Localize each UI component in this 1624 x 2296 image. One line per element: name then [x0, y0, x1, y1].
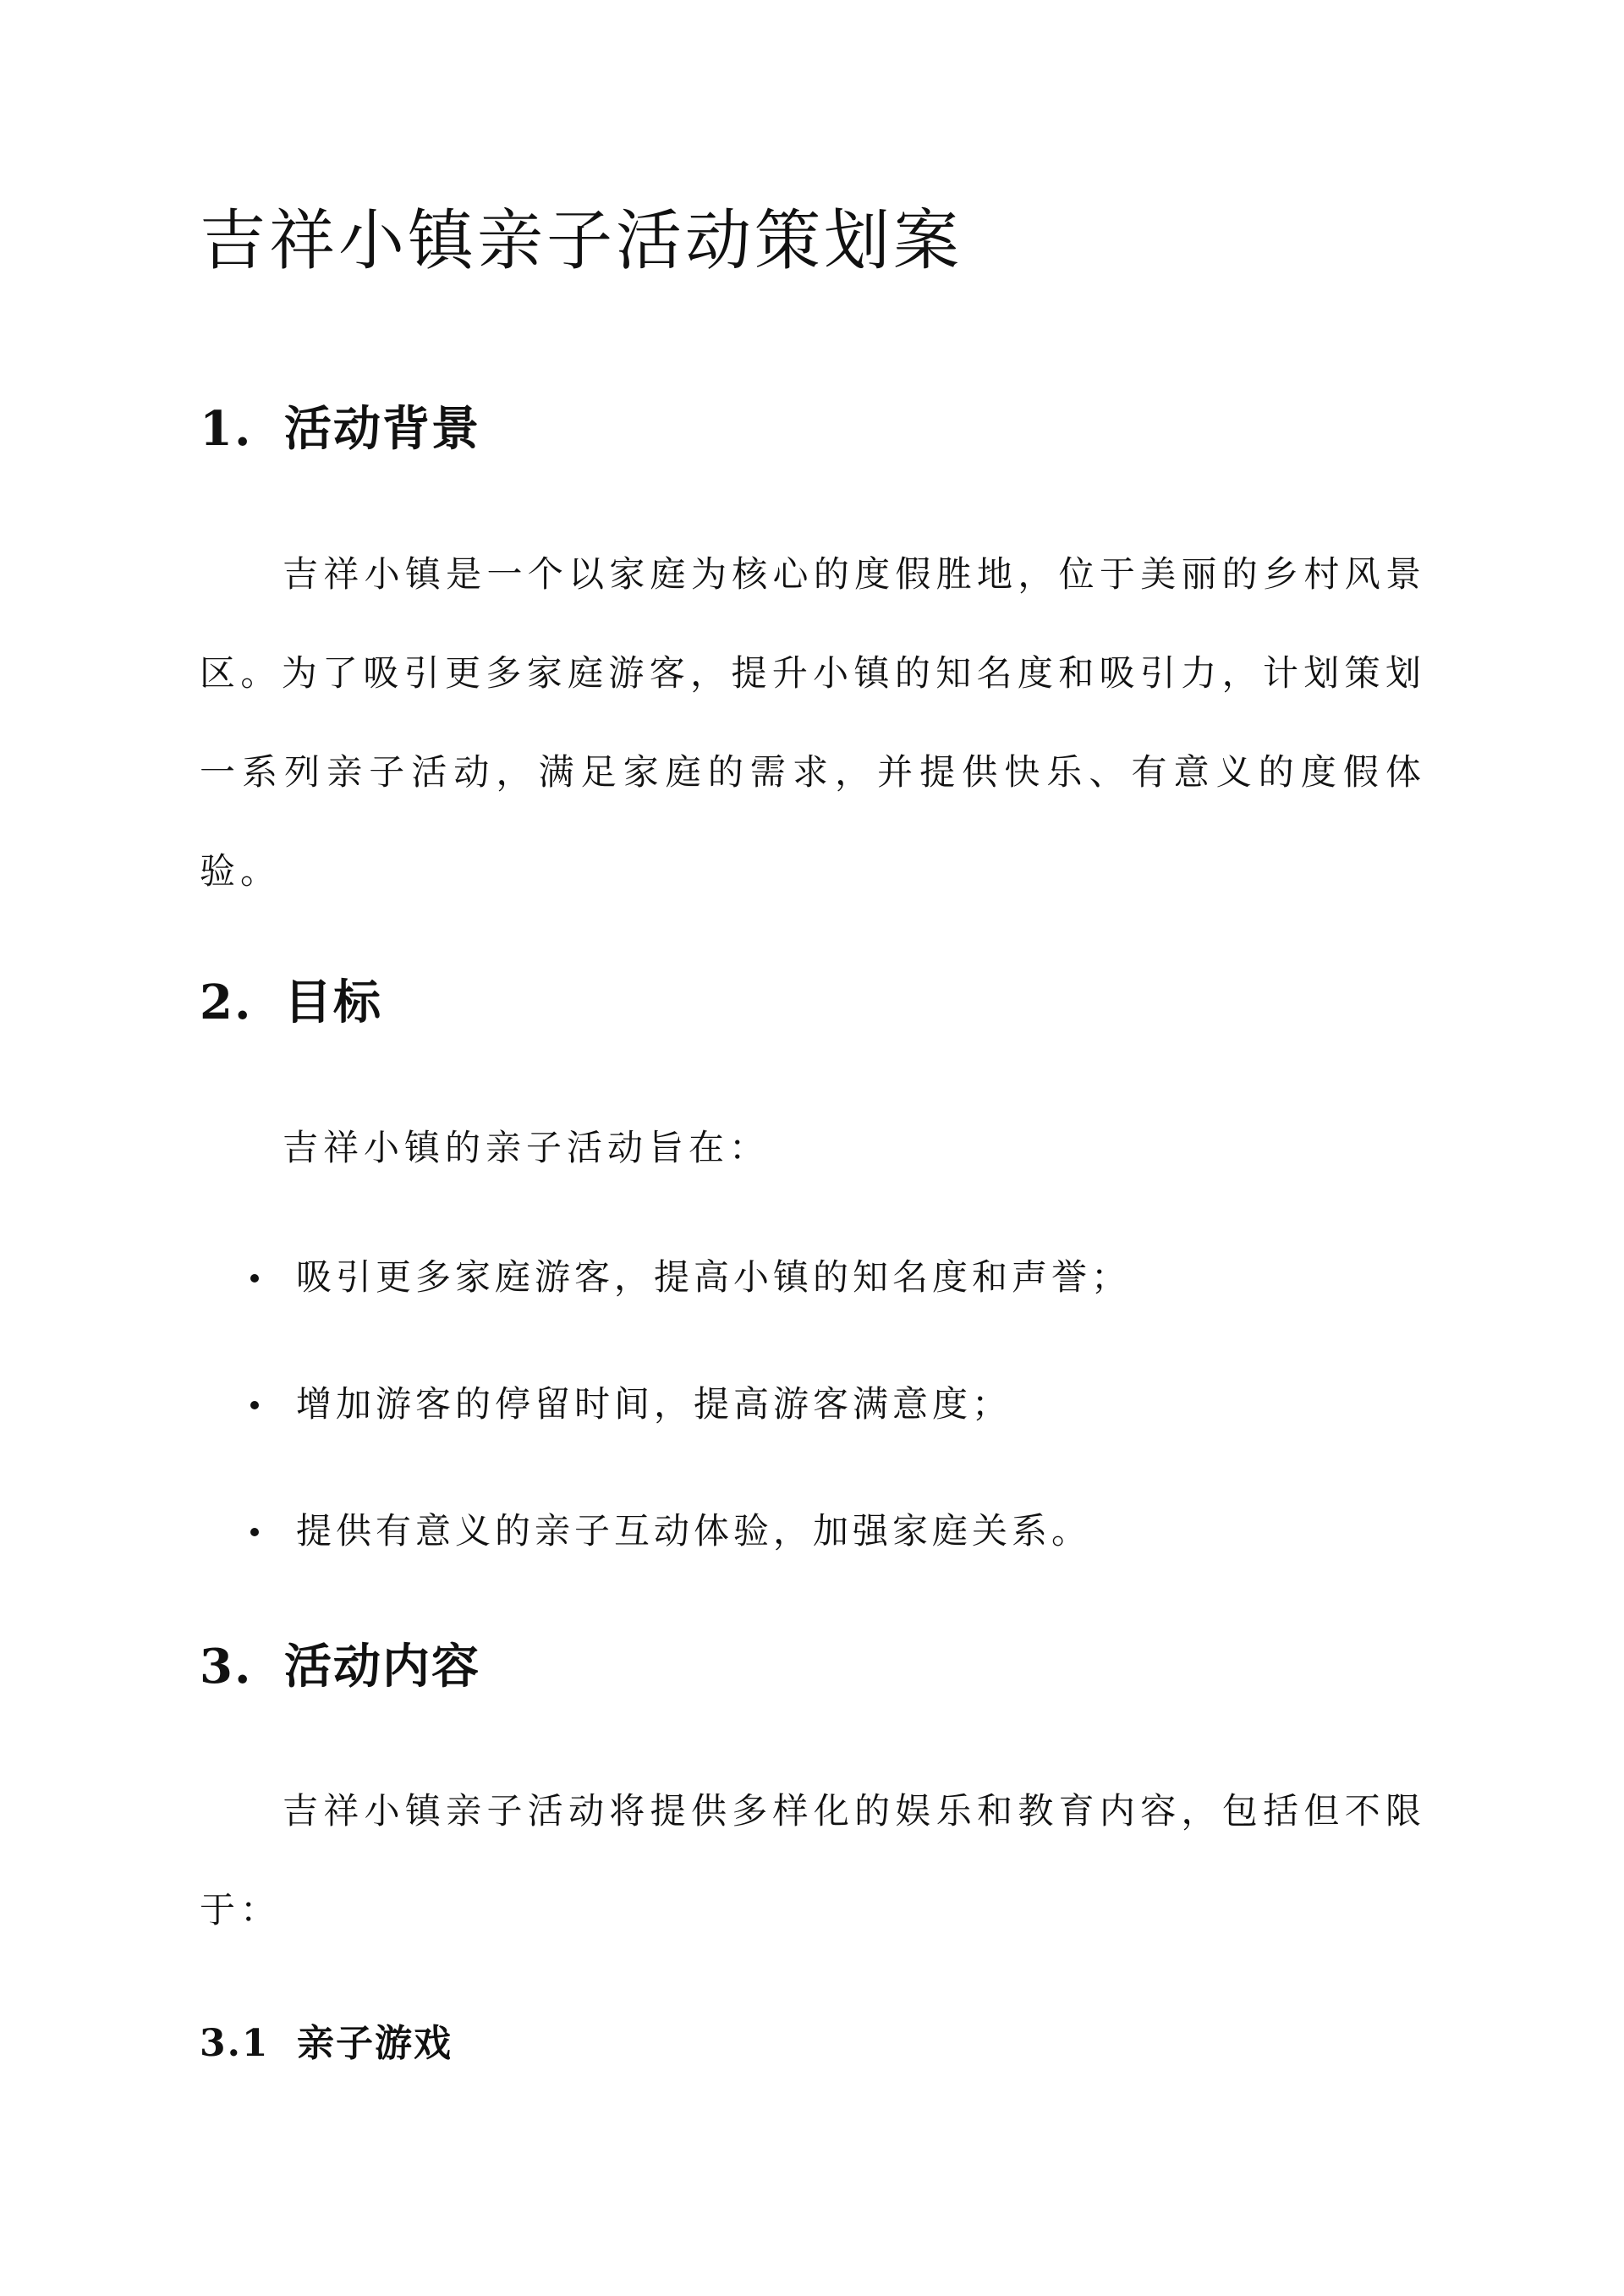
list-item: [200, 1508, 1426, 1634]
list-item-text: 提供有意义的亲子互动体验，加强家庭关系。: [296, 1510, 1092, 1552]
section-title: 目标: [284, 975, 382, 1030]
section-title: 活动内容: [284, 1639, 480, 1695]
list-item: [200, 1381, 1426, 1508]
section-number: 3.: [200, 1639, 253, 1695]
background-paragraph: 吉祥小镇是一个以家庭为核心的度假胜地，位于美丽的乡村风景区。为了吸引更多家庭游客，提升小镇的知名度和吸引力，计划策划一系列亲子活动，满足家庭的需求，并提供快乐、有意义的度假体验。: [200, 553, 1426, 892]
bullet-icon: [250, 1401, 259, 1409]
document-title: 吉祥小镇亲子活动策划案: [200, 203, 963, 279]
goals-bullet-list: [200, 1254, 1426, 1634]
list-item-text: 增加游客的停留时间，提高游客满意度；: [296, 1383, 1012, 1425]
goals-intro-paragraph: 吉祥小镇的亲子活动旨在：: [283, 1127, 771, 1168]
content-intro-paragraph: 吉祥小镇亲子活动将提供多样化的娱乐和教育内容，包括但不限于：: [200, 1790, 1426, 1931]
section-heading-content: [200, 1637, 480, 1696]
bullet-icon: [250, 1274, 259, 1283]
section-heading-background: [200, 399, 480, 459]
list-item-text: 吸引更多家庭游客，提高小镇的知名度和声誉；: [296, 1256, 1132, 1298]
list-item: [200, 1254, 1426, 1381]
subsection-title: 亲子游戏: [297, 2022, 453, 2065]
bullet-icon: [250, 1528, 259, 1536]
section-number: 1.: [200, 401, 253, 457]
subsection-heading-parent-child-games: [200, 2020, 453, 2068]
section-number: 2.: [200, 975, 253, 1030]
subsection-number: 3.1: [200, 2022, 270, 2065]
section-title: 活动背景: [284, 401, 480, 457]
section-heading-goals: [200, 973, 382, 1032]
